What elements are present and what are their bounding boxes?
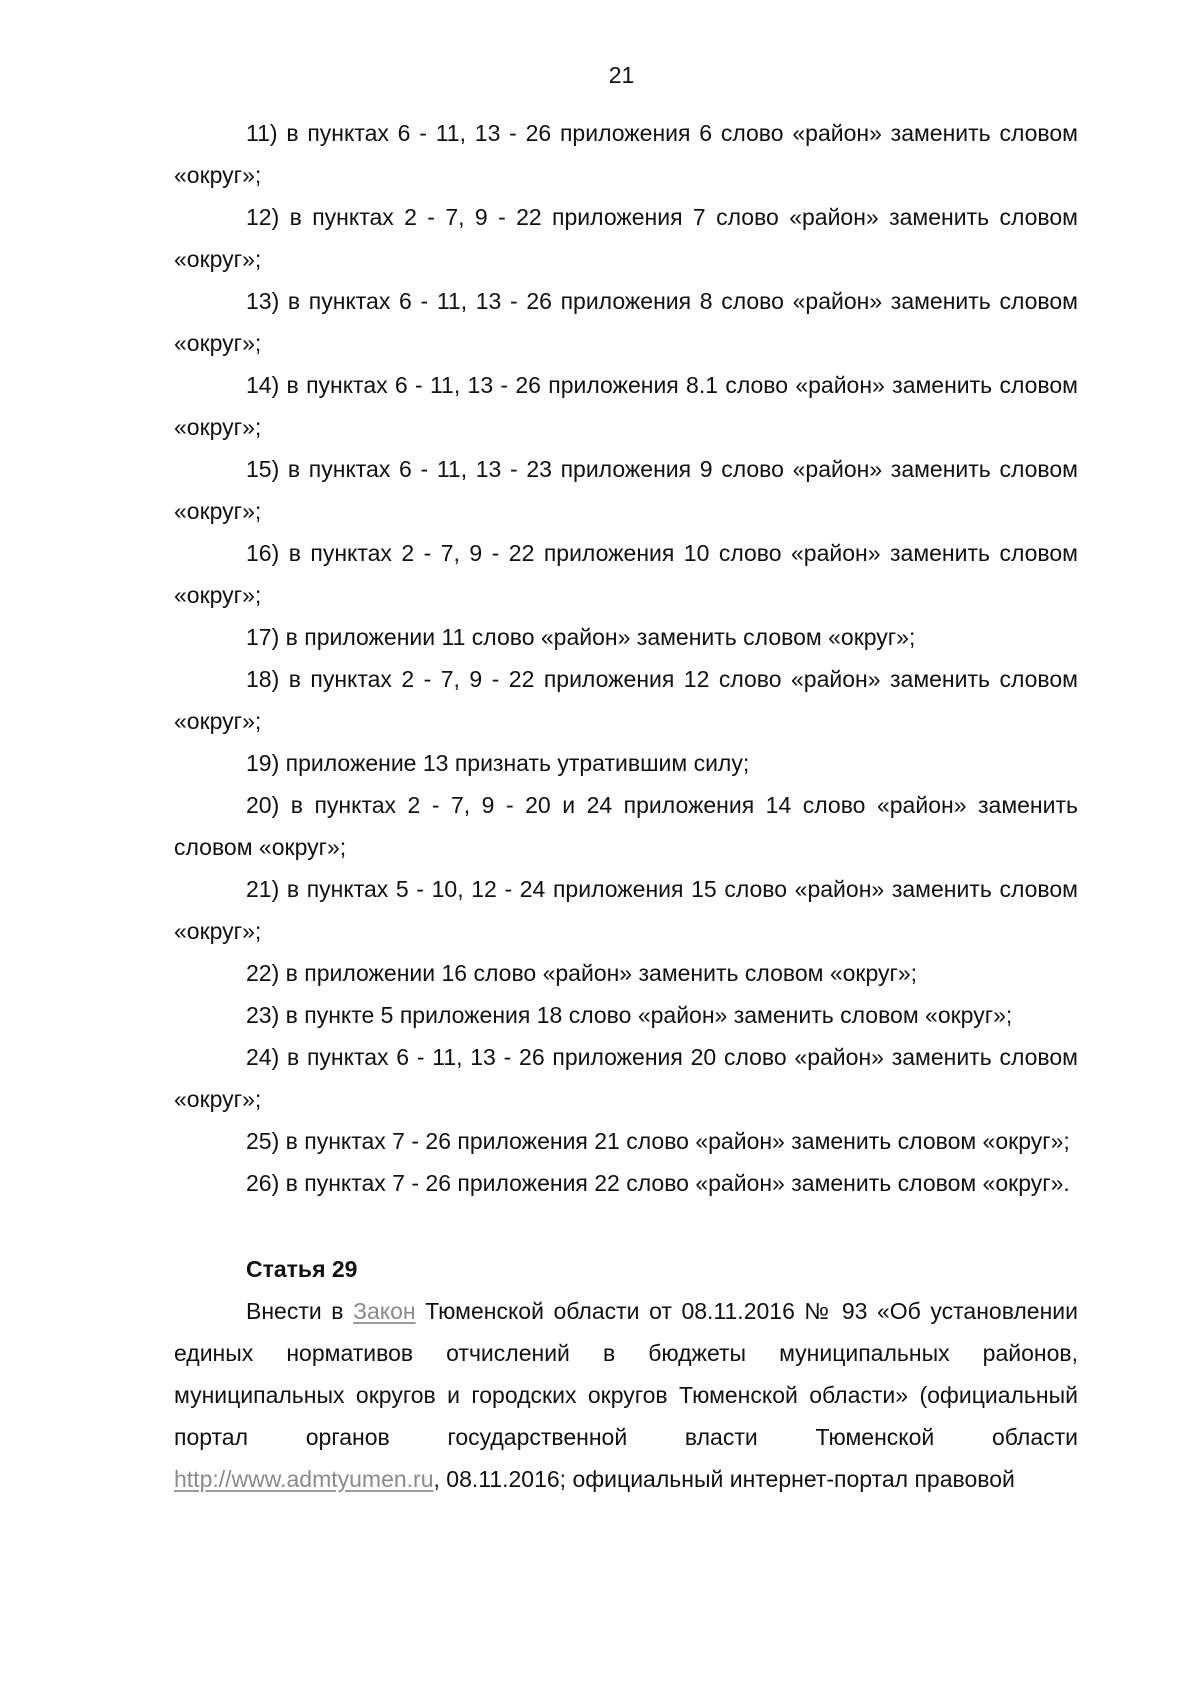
page-number: 21: [608, 62, 635, 88]
list-item: 15) в пунктах 6 - 11, 13 - 23 приложения 9 слово «район» заменить словом «округ»;: [174, 456, 1078, 524]
article-text-before-link: Внести в: [246, 1298, 354, 1324]
list-item: 16) в пунктах 2 - 7, 9 - 22 приложения 10 слово «район» заменить словом «округ»;: [174, 540, 1078, 608]
list-item: 13) в пунктах 6 - 11, 13 - 26 приложения 8 слово «район» заменить словом «округ»;: [174, 288, 1078, 356]
list-item: 22) в приложении 16 слово «район» заменить словом «округ»;: [246, 960, 918, 986]
list-item: 20) в пунктах 2 - 7, 9 - 20 и 24 приложения 14 слово «район» заменить словом «округ»;: [174, 792, 1078, 860]
list-item: 17) в приложении 11 слово «район» заменить словом «округ»;: [246, 624, 916, 650]
article-text-after-link: Тюменской области от 08.11.2016 № 93 «Об установлении единых нормативов отчислений в бюджеты муниципальных районов, муниципальных округов и городских округов Тюменской области» (официальный портал органов государственной власти Тюменской области: [174, 1298, 1078, 1450]
list-item: 25) в пунктах 7 - 26 приложения 21 слово «район» заменить словом «округ»;: [246, 1128, 1070, 1154]
portal-url-link[interactable]: http://www.admtyumen.ru: [174, 1466, 434, 1492]
law-link[interactable]: Закон: [353, 1298, 416, 1324]
article-text-end: , 08.11.2016; официальный интернет-портал правовой: [433, 1466, 1015, 1492]
list-item: 21) в пунктах 5 - 10, 12 - 24 приложения 15 слово «район» заменить словом «округ»;: [174, 876, 1078, 944]
list-item: 18) в пунктах 2 - 7, 9 - 22 приложения 12 слово «район» заменить словом «округ»;: [174, 666, 1078, 734]
list-item: 11) в пунктах 6 - 11, 13 - 26 приложения 6 слово «район» заменить словом «округ»;: [174, 120, 1078, 188]
list-item: 23) в пункте 5 приложения 18 слово «район» заменить словом «округ»;: [246, 1002, 1013, 1028]
article-heading: Статья 29: [246, 1256, 358, 1282]
list-item: 19) приложение 13 признать утратившим силу;: [246, 750, 750, 776]
list-item: 12) в пунктах 2 - 7, 9 - 22 приложения 7 слово «район» заменить словом «округ»;: [174, 204, 1078, 272]
list-item: 14) в пунктах 6 - 11, 13 - 26 приложения 8.1 слово «район» заменить словом «округ»;: [174, 372, 1078, 440]
list-item: 24) в пунктах 6 - 11, 13 - 26 приложения 20 слово «район» заменить словом «округ»;: [174, 1044, 1078, 1112]
article-paragraph: [174, 1290, 1078, 1500]
section-spacer: [174, 1204, 1078, 1248]
document-body: [174, 112, 1078, 1500]
list-item: 26) в пунктах 7 - 26 приложения 22 слово «район» заменить словом «округ».: [246, 1170, 1070, 1196]
